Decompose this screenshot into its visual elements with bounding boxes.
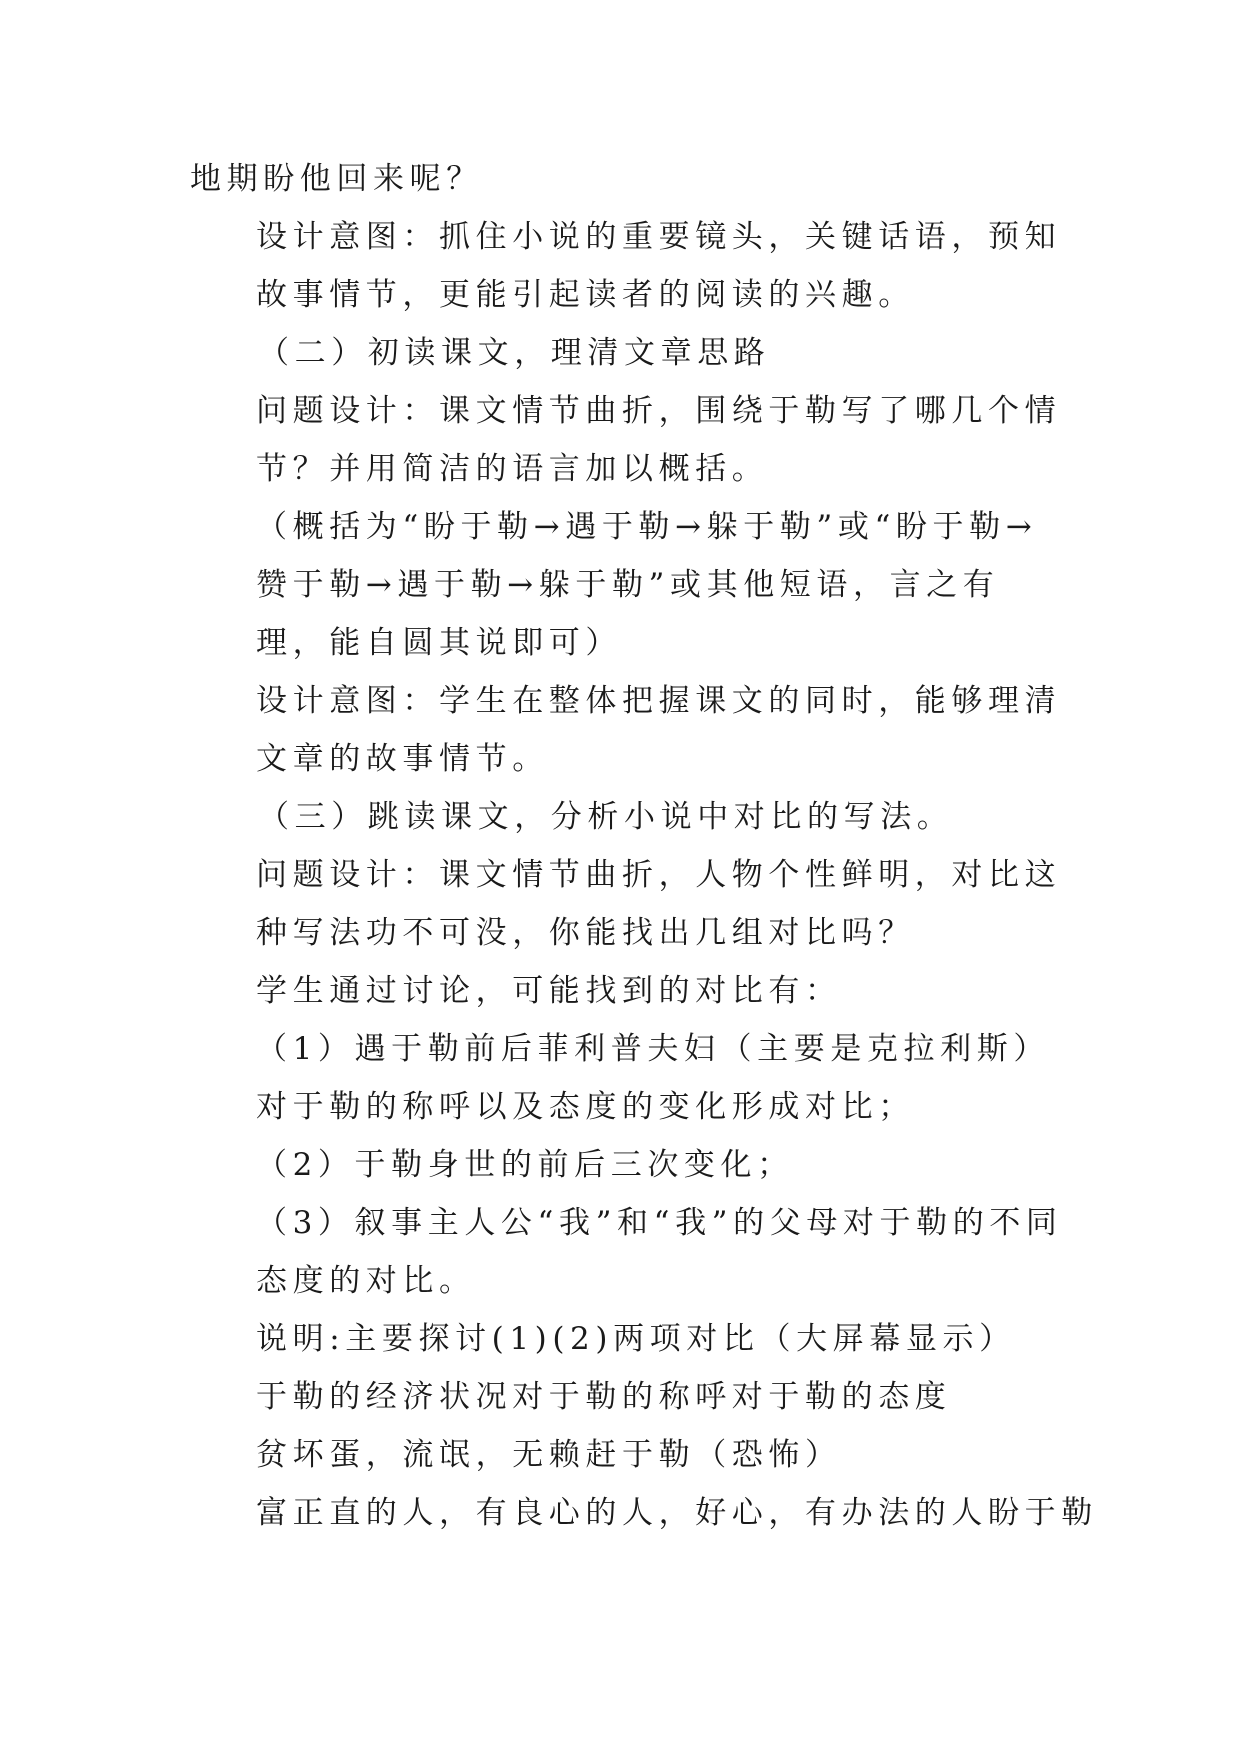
- paragraph: 问题设计：课文情节曲折，围绕于勒写了哪几个情节？并用简洁的语言加以概括。: [256, 393, 1062, 487]
- paragraph: 富正直的人，有良心的人，好心，有办法的人盼于勒: [256, 1495, 1098, 1531]
- list-item: （3）叙事主人公“我”和“我”的父母对于勒的不同态度的对比。: [256, 1205, 1063, 1299]
- section-heading: （三）跳读课文，分析小说中对比的写法。: [258, 799, 954, 835]
- section-heading: （二）初读课文，理清文章思路: [258, 335, 771, 371]
- paragraph: 地期盼他回来呢？: [190, 161, 483, 197]
- paragraph: （概括为“盼于勒→遇于勒→躲于勒”或“盼于勒→赞于勒→遇于勒→躲于勒”或其他短语，言之有理，能自圆其说即可）: [256, 509, 1038, 661]
- list-item: （2）于勒身世的前后三次变化；: [256, 1147, 794, 1183]
- paragraph: 问题设计：课文情节曲折，人物个性鲜明，对比这种写法功不可没，你能找出几组对比吗？: [256, 857, 1062, 951]
- paragraph: 学生通过讨论，可能找到的对比有：: [256, 973, 842, 1009]
- paragraph: 说明:主要探讨(1)(2)两项对比（大屏幕显示）: [256, 1321, 1016, 1357]
- paragraph: 设计意图：抓住小说的重要镜头，关键话语，预知故事情节，更能引起读者的阅读的兴趣。: [256, 219, 1062, 313]
- paragraph: 于勒的经济状况对于勒的称呼对于勒的态度: [256, 1379, 952, 1415]
- list-item: （1）遇于勒前后菲利普夫妇（主要是克拉利斯）对于勒的称呼以及态度的变化形成对比；: [256, 1031, 1050, 1125]
- paragraph: 设计意图：学生在整体把握课文的同时，能够理清文章的故事情节。: [256, 683, 1062, 777]
- document-body: [190, 150, 1098, 1542]
- paragraph: 贫坏蛋，流氓，无赖赶于勒（恐怖）: [256, 1437, 842, 1473]
